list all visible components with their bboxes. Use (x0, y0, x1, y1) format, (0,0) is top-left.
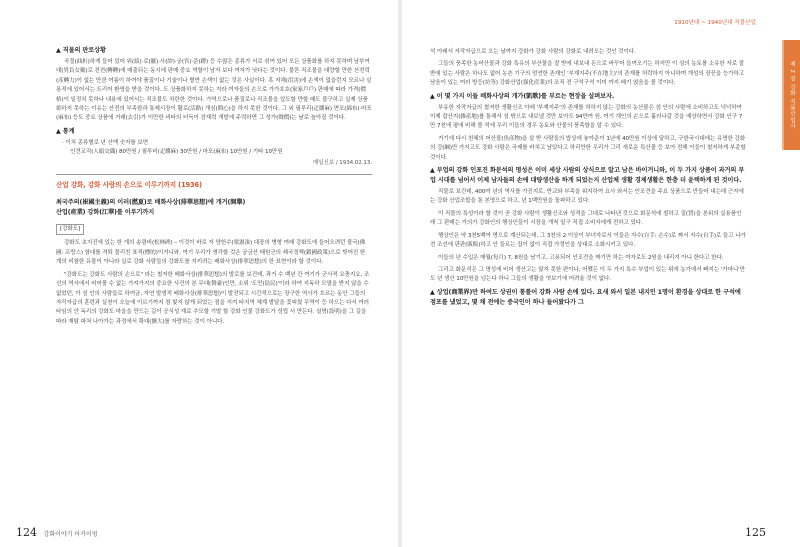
paragraph: 직물로 보건데, 400여 년의 역사를 가진지로, 반교와 부족을 위지하여 요사 와서는 인조견을 주요 상품으로 만들어 내는데 근자에는 강화 산업조합을 통 본영으로 하고, 년 1백만원을 돌파하고 있다. (430, 189, 744, 205)
stat-values: 인견교직(人絹交織) 80만원 / 필루비(疋縷麻) 30만원 / 마포(麻布) 10만원 / 기타 10만원 (70, 149, 283, 156)
paragraph: 강화도 초지진에 있는 한 개의 송림비(松林碑) – 이것이 바로 저 양헌수(梁憲洙) 대장의 병형 여래 강화도에 들어오려던 불국(佛國: 프랑스) 함대를 격퇴 물리친 표적(標的)이거니와, 여기 우리가 생각할 것은 궁금산 태원군의 쇄국정책(鎖國政策)으로 빚어진 한 개의 비참한 유물이 아니라 실로 강화 사람들의 강화도를 지키려는 배화사상(排華思想)의 한 표현이라 할 것이다. (56, 240, 366, 266)
chapter-tab: 제 2 장 강화 직물산업사 (784, 40, 800, 150)
bullet-heading: ▲ 통계 (56, 127, 75, 135)
paragraph: 이들의 년 수입은 매월(每月) 7, 8원을 남기고, 고용되어 인조견을 짜기만 하는 여자로도 2원을 내리지 아니 한다고 한다. (438, 254, 724, 261)
stat-intro: · 이처 종류별로 년 산액 숫자를 보면 (62, 139, 148, 146)
bullet-heading: ▲ 직물의 판로상황 (56, 47, 106, 54)
left-page (0, 0, 398, 547)
paragraph: 곡절(曲折)하게 들어 있어 위(綾)·로(羅)·사(紗)·궁(宮)·준(蹲) 등 수많은 종류가 서로 섞여 있어 모든 상품화를 하지 못하며 남부여대(男負女戴)로 전전(轉轉)에 매출되는 동시에 판매 중요 역할이 남자 보다 여자가 낫다는 것이다. 물론 직조물을 대량할 만한 산전력(產轉力)이 없는 만큼 여름이 하여야 품질이나 기술이나 별반 손색이 없는 것은 사실이다. 혹 저해(沮害)에 손색이 없을런지 모르나 실용적에 있어서는 트리어 환영을 받을 것이다. 도 상품화하지 못하는 지라 여자들의 손으로 가가호호(家家戶戶) 판매에 따라 가격(價格)이 일정치 못하나 내용에 있어서는 직조물도 차란한 것이다. 가역으로나 품질로나 직조물을 압도할 만할 때도 불구하고 실제 상품화하지 못하는 이유는 산전의 부족함과 통제시장이 활로(活路) 개심(開心)을 하지 못한 것이다. 그 외 필루리(疋縷麻) 면포(綿布)·마포(麻布) 등도 중요 상품에 거래(去引)가 이만한 비타의 터득이 잠재력 개발에 주력하면 그 성가(聲價)는 날로 높아질 것이다. (56, 59, 372, 122)
box-label: [강화도] (56, 224, 84, 235)
page-number: 124 (16, 526, 37, 539)
paragraph: 부유한 자작자급의 철저한 생활신조 아래 '부재지주'의 존재를 허하지 않는 강화의 농산물은 섬 안의 사람에 소비하고도 넉넉하여 이제 잡산지(雜產地)를 통해서 섬 밖으로 내보낼 것만 보아도 94만여 원. 여기 개인의 손으로 흘러나갈 것을 예상하면서 강화 인구 7만 7천에 평에 비해 볼 적에 우리 이들의 경우 농토와 산물의 풍족함을 알 수 있다. (430, 104, 743, 130)
paragraph: 행상인은 약 3천5백여 명으로 계산되는데, 그 3천의 2 이상이 부녀자로서 이들은 자수(自手: 손수)로 짜서 자수(自手)로 들고 나가 전 조선에 판판(販販)하고 안 들르는 집이 없이 직접 가정인을 상대로 소화시키고 있다. (430, 232, 746, 249)
running-head: 1910년대 ~ 1940년대 직물산업 (674, 20, 756, 26)
paragraph: 석 아래서 자작자급으로 오는 날까지 강화가 강화 사람의 강화로 내려오는 것인 것이다. (430, 49, 636, 55)
source-citation: 매일신보 / 1934.02.13. (312, 159, 372, 166)
left-column (56, 46, 372, 330)
section-title: 산업 강화, 강화 사람의 손으로 이루기까지 (1936) (56, 181, 202, 190)
right-column (430, 48, 746, 310)
paragraph: 그들의 풍족한 농어산물과 강화 특유의 부산물을 잘 받에 내보내 돈으로 바꾸어 들여오기는 하지만 이 섬의 농토를 소유한 자로 잘 받에 있는 사람은 하나도 없어 농촌 기구의 엄연한 존재인 '부재지주(不在地主)'의 존재를 허락하지 아니하며 개성의 장꾼을 능가하고 남음이 있는 여러 방등(坊等) 강화산업(强化産業)의 조직 전 구석구석 이미 까지 배기 얹음을 볼 것이다. (430, 61, 745, 87)
paragraph: 이 직물의 특성이라 할 것이 곧 강화 사람이 생활신조와 성격을 그대로 나타낸 것으로 화문석에 철하고 질(質)을 본위의 실용품인데 그 판매는 거의가 강화인의 행상인들이 시장을 개척 일구 직접 소비자에게 전하고 있다. (430, 210, 742, 227)
section-divider (56, 174, 372, 175)
bullet-heading: ▲ 부업의 강화 인포진 화문석의 명성은 이미 세상 사람의 상식으로 알고 남은 바이거니와, 이 두 가지 상품이 과거의 부업 시대를 넘어서 이제 남자들의 손에 대량생산을 하게 되었는지 산업체 생활 경제생활은 한층 더 윤택하게 된 것이다. (430, 167, 745, 185)
bullet-heading: ▲ 이 몇 가지 이들 배화사상의 개가(凱歌)를 부르는 현장을 살펴보자. (430, 92, 615, 100)
bullet-heading: ▲ 상업(商業界)만 하여도 상권이 통틀어 강화 사람 손에 있다. 요새 와서 일본 내지인 1명이 환경을 상대로 한 구석에 점포를 냈었고, 몇 채 전에는 중국인이 하나 들어왔다가 그 (430, 288, 741, 306)
book-title: 강화이야기 아카이빙 (43, 531, 98, 538)
left-footer (16, 526, 98, 539)
article-headline: 최국주의(崔國主義)의 이러(撚夏)로 배화사상(排華思想)에 개거(開擧) (56, 199, 246, 207)
article-subheadline: 산업(産業) 강화(江華)를 이루기까지 (56, 209, 155, 217)
right-page (402, 0, 800, 547)
paragraph: 거기에 다시 천혜의 어산물(魚產物)을 살 받 사람들의 밥상에 놓아준이 1년에 40만원 이상에 달하고, 구한국시대에는 유명한 강화의 강(綱)만 가지고도 강화 사람은 국제를 바치고 남았다고 하리만한 우리가 그리 새로운 특산물 등 보아 전해 이들이 철저하게 부종할 것이다. (430, 135, 746, 161)
page-number: 125 (745, 526, 766, 539)
paragraph: "강화도는 강화도 사람의 손으로" 라는 철저한 배화사상(排華思想)의 발로를 보건데, 과거 수 백년 간 여기가 군사적 요충지요, 조선의 역사에서 비어볼 수 없는 가지가지의 중요한 사건의 본 무대(舞臺)인만, 소위 '도민(島民)'이라 하여 지독하 모멸을 받지 않을 수 없었던, 이 섬 인의 사람들로 하여금, 자연 발생적 배화사상(排華思想)이 발전되고 시간적으로는 장구한 역사가 흐르는 동안 그들의 자작자급의 훈련과 실천이 오늘에 이르기까지 점 빛지 않게 되었는 점을 지켜 타지역 체계 발달을 꽃피웠 무역이 등 하으는 다서 여러 타임의 안 독리의 강화도 마을을 만드는 길이 공식성 재료 추모할 기발 할 강화 인물 강화도가 성립 서 만든다. 설명(設明)을 그 길을 따라 재탐 파쳐 나아가는 과정에서 확대(擴大)를 자랑하는 것이 아니다. (56, 271, 370, 325)
paragraph: 그리고 화문석은 그 명성에 비어 생산고는 많지 못한 편이나, 어쨌든 이 두 가지 특수 부업이 있는 위에 농가에서 빠지는 '가마니'만도 년 생산 10만원을 넘는다 하니 그들의 생활을 엿보기에 어려울 것이 없다. (430, 266, 745, 283)
